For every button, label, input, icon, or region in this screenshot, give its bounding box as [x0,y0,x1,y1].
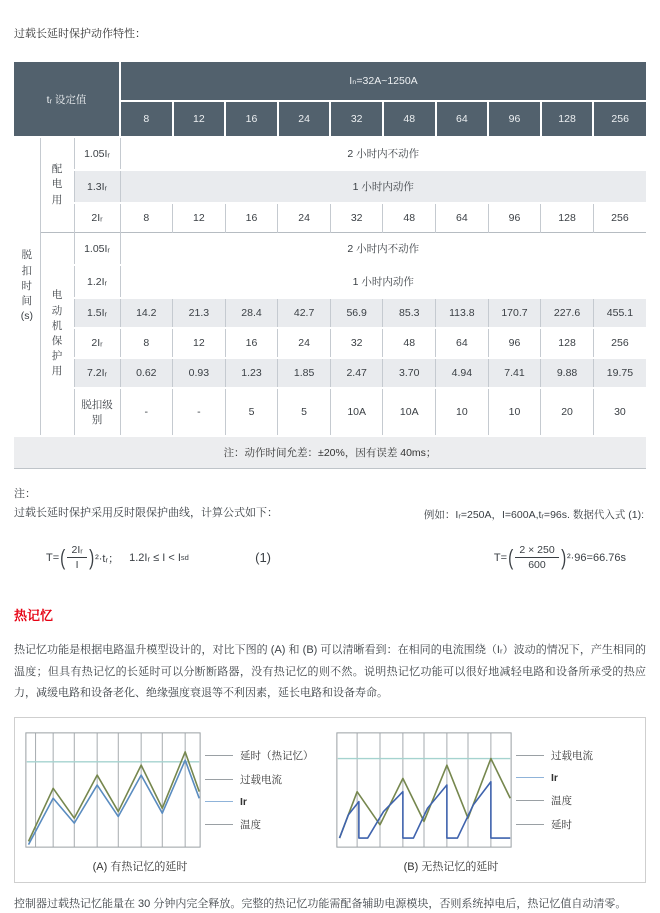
open-paren: ( [60,544,66,570]
data-cell: 9.88 [541,358,594,388]
legend-leader-line [516,824,544,825]
note-label: 注： [14,488,36,500]
data-cell: 16 [225,328,278,358]
group-label-text: 配电用 [51,163,63,206]
data-cell: 2.47 [330,358,383,388]
f2-lead: T= [493,551,507,564]
legend-label: Ir [240,795,248,808]
table-header-col: 48 [383,101,436,137]
legend-item [516,772,637,784]
legend-item [205,772,326,787]
chart-legend [512,732,637,848]
blue-sawtooth [340,781,511,837]
f1-condition-sub: sd [180,553,189,563]
thermal-memory-paragraph: 热记忆功能是根据电路温升模型设计的，对比下图的 (A) 和 (B) 可以清晰看到：在相同的电流围绕（Iᵣ）波动的情况下，产生相同的温度；但具有热记忆的长延时可以分断断路器，没有热记忆的则不然。说明热记忆功能可以很好地减轻电路和设备所承受的热应力，减缓电路和设备老化、绝缘强度衰退等不利因素，延长电路和设备寿命。 [14,644,646,700]
data-cell: 12 [173,328,226,358]
legend-label: 过载电流 [551,749,593,762]
legend-leader-line [516,800,544,801]
data-cell: 56.9 [330,298,383,328]
f1-condition: 1.2Iᵣ ≤ I < I [129,551,181,564]
legend-leader-line [205,755,233,756]
data-cell: 455.1 [593,298,646,328]
table-header-col: 128 [541,101,594,137]
data-cell: - [120,388,173,436]
chart-caption: (B) 无热记忆的延时 [403,860,499,873]
chart-area [25,732,326,848]
table-header-col: 8 [120,101,173,137]
group-label [40,137,74,233]
f2-post: ²·96=66.76s [566,551,626,564]
data-cell: 4.94 [436,358,489,388]
group-label [40,233,74,437]
legend-label: Ir [551,771,559,784]
legend-item [516,748,637,763]
legend-leader-line [516,755,544,756]
row-label: 1.05Iᵣ [74,137,120,170]
data-cell: 7.41 [488,358,541,388]
chart-b-plot [336,732,512,848]
row-label: 1.3Iᵣ [74,170,120,203]
table-header-col: 32 [330,101,383,137]
span-cell: 2 小时内不动作 [120,137,646,170]
data-cell: 24 [278,203,331,233]
formula-2 [494,544,626,571]
data-cell: 85.3 [383,298,436,328]
example-intro: 例如：Iᵣ=250A，I=600A,tᵣ=96s. 数据代入式 (1): [423,509,644,522]
data-cell: 5 [225,388,278,436]
legend-label: 延时 [551,818,572,831]
row-label: 1.05Iᵣ [74,233,120,266]
data-cell: 10A [383,388,436,436]
data-cell: 0.62 [120,358,173,388]
legend-label: 温度 [240,818,261,831]
data-cell: 64 [436,328,489,358]
data-cell: 10 [436,388,489,436]
data-cell: 96 [488,328,541,358]
data-cell: 113.8 [436,298,489,328]
legend-label: 延时（热记忆） [240,749,314,762]
formula-intro: 过载长延时保护采用反时限保护曲线，计算公式如下： [14,506,278,519]
chart-caption: (A) 有热记忆的延时 [92,860,188,873]
formula-note [14,485,278,522]
row-label: 脱扣级别 [74,388,120,436]
legend-leader-line [205,779,233,780]
data-cell: 19.75 [593,358,646,388]
row-label: 2Iᵣ [74,328,120,358]
row-label: 7.2Iᵣ [74,358,120,388]
span-cell: 1 小时内动作 [120,170,646,203]
data-cell: 21.3 [173,298,226,328]
legend-item [205,748,326,763]
span-cell: 2 小时内不动作 [120,233,646,266]
legend-leader-line [205,824,233,825]
table-header-col: 64 [436,101,489,137]
f2-denominator: 600 [528,559,546,572]
f2-numerator: 2 × 250 [515,544,558,558]
data-cell: 28.4 [225,298,278,328]
span-cell: 1 小时内动作 [120,265,646,298]
row-label: 1.2Iᵣ [74,265,120,298]
data-cell: 227.6 [541,298,594,328]
open-paren: ( [508,544,514,570]
chart-a-plot [25,732,201,848]
data-cell: 3.70 [383,358,436,388]
chart-legend [201,732,326,848]
legend-leader-line [516,777,544,778]
table-header-col: 16 [225,101,278,137]
data-cell: 48 [383,203,436,233]
section-heading-thermal-memory: 热记忆 [14,608,54,624]
data-cell: 12 [173,203,226,233]
data-cell: 0.93 [173,358,226,388]
data-cell: 24 [278,328,331,358]
table-header-range: Iₙ=32A~1250A [120,62,646,101]
data-cell: - [173,388,226,436]
data-cell: 128 [541,328,594,358]
green-curve [29,752,200,841]
data-cell: 5 [278,388,331,436]
close-paren: ) [88,544,94,570]
legend-leader-line [205,801,233,802]
table-header-col: 96 [488,101,541,137]
row-label: 1.5Iᵣ [74,298,120,328]
f1-numerator: 2Iᵣ [67,544,86,558]
data-cell: 32 [330,328,383,358]
data-cell: 42.7 [278,298,331,328]
data-cell: 8 [120,203,173,233]
table-header-col: 12 [173,101,226,137]
page-title: 过载长延时保护动作特性： [14,28,146,40]
data-cell: 16 [225,203,278,233]
green-curve [340,758,511,838]
f1-lead: T= [46,551,60,564]
notes-row [14,485,644,522]
data-cell: 64 [436,203,489,233]
f1-denominator: I [75,559,79,572]
legend-label: 过载电流 [240,773,282,786]
close-paren: ) [560,544,566,570]
legend-item [205,796,326,808]
data-cell: 1.23 [225,358,278,388]
f2-fraction [515,544,558,571]
data-cell: 170.7 [488,298,541,328]
formula-row [46,544,626,571]
table-header-col: 24 [278,101,331,137]
data-cell: 10A [330,388,383,436]
chart-b [336,732,637,874]
data-cell: 256 [593,328,646,358]
data-cell: 48 [383,328,436,358]
spec-table [14,62,646,469]
table-header-setting: tᵣ 设定值 [14,62,120,137]
legend-label: 温度 [551,794,572,807]
data-cell: 96 [488,203,541,233]
table-footnote: 注：动作时间允差：±20%，因有误差 40ms； [14,436,646,469]
row-label: 2Iᵣ [74,203,120,233]
data-cell: 8 [120,328,173,358]
data-cell: 20 [541,388,594,436]
data-cell: 32 [330,203,383,233]
data-cell: 10 [488,388,541,436]
f1-post: ²·tᵣ； [95,552,120,565]
legend-item [516,817,637,832]
legend-item [516,793,637,808]
data-cell: 128 [541,203,594,233]
f1-fraction [67,544,86,571]
table-header-col: 256 [593,101,646,137]
formula-1 [46,544,271,571]
legend-item [205,817,326,832]
chart-area [336,732,637,848]
group-label-text: 电动机保护用 [51,289,63,378]
side-label-text: 脱扣时间(s) [20,249,33,323]
data-cell: 14.2 [120,298,173,328]
bottom-paragraph: 控制器过载热记忆能量在 30 分钟内完全释放。完整的热记忆功能需配备辅助电源模块，否则系统掉电后，热记忆值自动清零。 [14,897,627,910]
side-label [14,137,40,436]
formula-number: (1) [255,550,271,566]
chart-a [25,732,326,874]
data-cell: 256 [593,203,646,233]
data-cell: 30 [593,388,646,436]
data-cell: 1.85 [278,358,331,388]
